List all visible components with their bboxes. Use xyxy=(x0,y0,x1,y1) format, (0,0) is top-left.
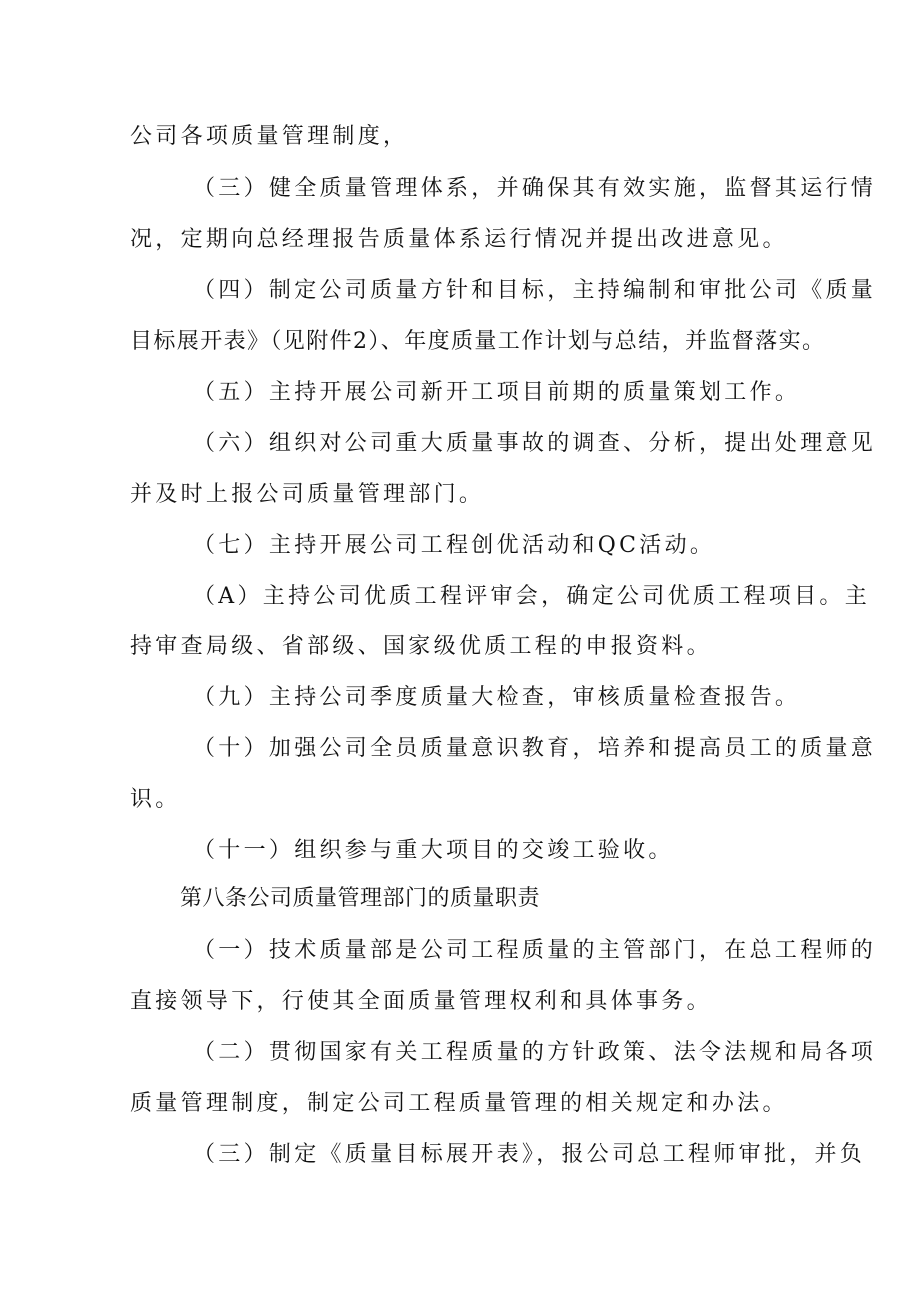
text-line: 况，定期向总经理报告质量体系运行情况并提出改进意见。 xyxy=(130,227,788,252)
text-line: 并及时上报公司质量管理部门。 xyxy=(130,482,485,507)
text-line: 直接领导下，行使其全面质量管理权利和具体事务。 xyxy=(130,989,712,1014)
text-line: （三）制定《质量目标展开表》，报公司总工程师审批，并负 xyxy=(193,1142,866,1167)
text-line: 质量管理制度，制定公司工程质量管理的相关规定和办法。 xyxy=(130,1091,788,1116)
text-line: （A）主持公司优质工程评审会，确定公司优质工程项目。主 xyxy=(193,584,870,609)
text-line: （三）健全质量管理体系，并确保其有效实施，监督其运行情 xyxy=(193,176,877,201)
text-line: （七）主持开展公司工程创优活动和QC活动。 xyxy=(193,533,716,558)
text-line: （十一）组织参与重大项目的交竣工验收。 xyxy=(193,838,674,863)
text-line: 公司各项质量管理制度， xyxy=(130,124,409,149)
text-line: 持审查局级、省部级、国家级优质工程的申报资料。 xyxy=(130,634,712,659)
text-line: 目标展开表》（见附件2）、年度质量工作计划与总结，并监督落实。 xyxy=(130,329,826,354)
text-line: （五）主持开展公司新开工项目前期的质量策划工作。 xyxy=(193,380,801,405)
text-line: （六）组织对公司重大质量事故的调查、分析，提出处理意见 xyxy=(193,431,877,456)
text-line: （十）加强公司全员质量意识教育，培养和提高员工的质量意 xyxy=(193,736,877,761)
text-line: 识。 xyxy=(130,787,181,812)
section-heading: 第八条公司质量管理部门的质量职责 xyxy=(180,886,541,911)
text-line: （四）制定公司质量方针和目标，主持编制和审批公司《质量 xyxy=(193,278,877,303)
text-line: （九）主持公司季度质量大检查，审核质量检查报告。 xyxy=(193,685,801,710)
text-line: （二）贯彻国家有关工程质量的方针政策、法令法规和局各项 xyxy=(193,1040,877,1065)
text-line: （一）技术质量部是公司工程质量的主管部门，在总工程师的 xyxy=(193,938,877,963)
